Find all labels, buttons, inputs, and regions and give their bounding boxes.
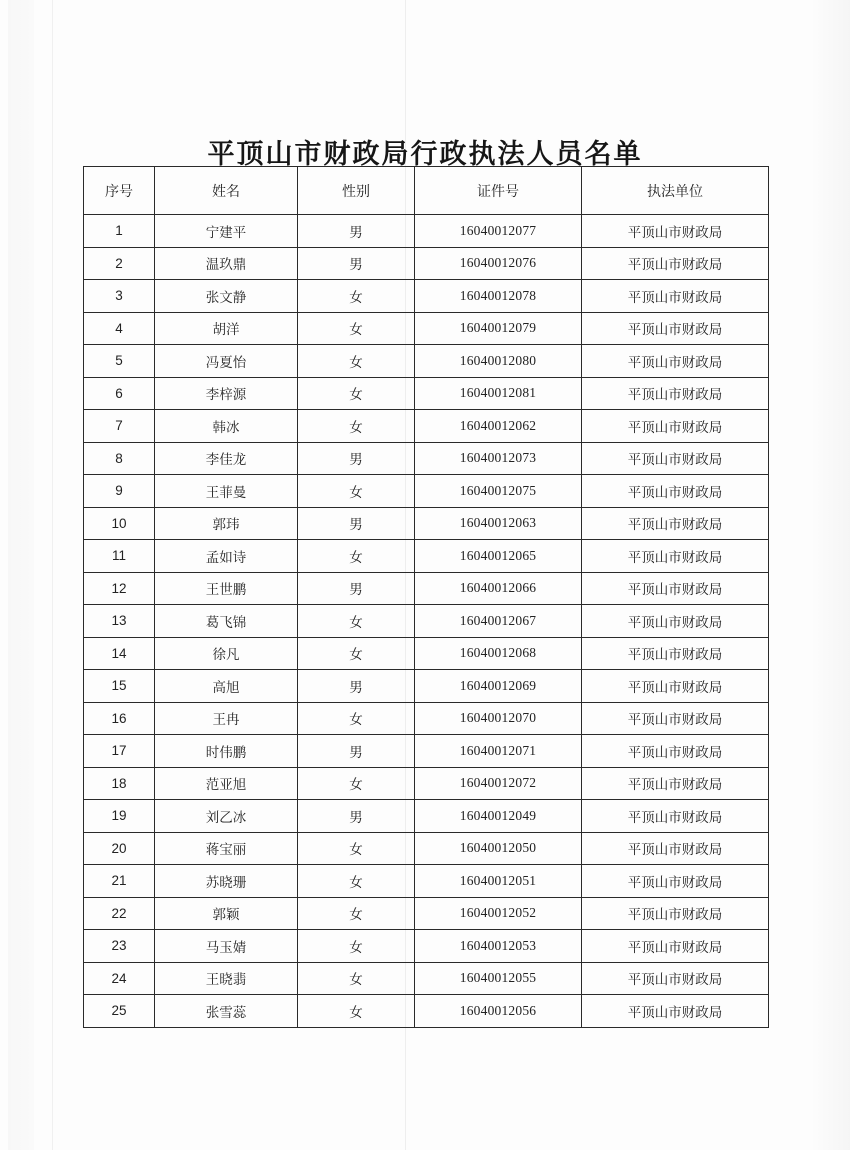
- table-row: [84, 475, 769, 508]
- header-row: [84, 167, 769, 215]
- cell-unit: 平顶山市财政局: [582, 767, 769, 800]
- cell-name: 韩冰: [155, 410, 298, 443]
- cell-gender: 女: [298, 280, 415, 313]
- cell-unit: 平顶山市财政局: [582, 247, 769, 280]
- table-row: [84, 605, 769, 638]
- table-row: [84, 540, 769, 573]
- cell-cert-no: 16040012065: [415, 540, 582, 573]
- cell-name: 王菲曼: [155, 475, 298, 508]
- table-header: [84, 167, 769, 215]
- cell-gender: 女: [298, 995, 415, 1028]
- cell-seq: 12: [84, 572, 155, 605]
- scan-margin-line: [52, 0, 53, 1150]
- cell-unit: 平顶山市财政局: [582, 215, 769, 248]
- cell-name: 冯夏怡: [155, 345, 298, 378]
- cell-seq: 7: [84, 410, 155, 443]
- cell-unit: 平顶山市财政局: [582, 572, 769, 605]
- cell-seq: 9: [84, 475, 155, 508]
- cell-cert-no: 16040012069: [415, 670, 582, 703]
- cell-cert-no: 16040012062: [415, 410, 582, 443]
- cell-seq: 6: [84, 377, 155, 410]
- cell-gender: 女: [298, 377, 415, 410]
- scan-shadow-left: [8, 0, 34, 1150]
- cell-unit: 平顶山市财政局: [582, 312, 769, 345]
- cell-seq: 22: [84, 897, 155, 930]
- table-row: [84, 897, 769, 930]
- personnel-table: [83, 166, 769, 1028]
- cell-seq: 4: [84, 312, 155, 345]
- table-row: [84, 702, 769, 735]
- cell-seq: 1: [84, 215, 155, 248]
- cell-name: 葛飞锦: [155, 605, 298, 638]
- cell-unit: 平顶山市财政局: [582, 800, 769, 833]
- cell-unit: 平顶山市财政局: [582, 507, 769, 540]
- cell-cert-no: 16040012078: [415, 280, 582, 313]
- cell-name: 高旭: [155, 670, 298, 703]
- cell-seq: 17: [84, 735, 155, 768]
- cell-gender: 女: [298, 345, 415, 378]
- table-row: [84, 215, 769, 248]
- cell-cert-no: 16040012072: [415, 767, 582, 800]
- cell-cert-no: 16040012053: [415, 930, 582, 963]
- cell-gender: 男: [298, 735, 415, 768]
- cell-gender: 男: [298, 670, 415, 703]
- cell-unit: 平顶山市财政局: [582, 442, 769, 475]
- cell-cert-no: 16040012063: [415, 507, 582, 540]
- table-row: [84, 345, 769, 378]
- cell-name: 李梓源: [155, 377, 298, 410]
- table-row: [84, 995, 769, 1028]
- header-seq: 序号: [84, 167, 155, 215]
- cell-seq: 18: [84, 767, 155, 800]
- cell-unit: 平顶山市财政局: [582, 280, 769, 313]
- cell-gender: 女: [298, 605, 415, 638]
- cell-gender: 男: [298, 507, 415, 540]
- table-row: [84, 637, 769, 670]
- cell-unit: 平顶山市财政局: [582, 930, 769, 963]
- cell-name: 李佳龙: [155, 442, 298, 475]
- cell-gender: 女: [298, 767, 415, 800]
- table-body: [84, 215, 769, 1028]
- table-row: [84, 930, 769, 963]
- cell-unit: 平顶山市财政局: [582, 410, 769, 443]
- cell-name: 温玖鼎: [155, 247, 298, 280]
- cell-name: 王晓翡: [155, 962, 298, 995]
- cell-gender: 女: [298, 930, 415, 963]
- cell-seq: 24: [84, 962, 155, 995]
- cell-cert-no: 16040012077: [415, 215, 582, 248]
- cell-gender: 女: [298, 962, 415, 995]
- cell-unit: 平顶山市财政局: [582, 670, 769, 703]
- cell-cert-no: 16040012052: [415, 897, 582, 930]
- cell-seq: 2: [84, 247, 155, 280]
- header-name: 姓名: [155, 167, 298, 215]
- table-row: [84, 410, 769, 443]
- cell-name: 郭玮: [155, 507, 298, 540]
- table-row: [84, 800, 769, 833]
- cell-seq: 19: [84, 800, 155, 833]
- cell-cert-no: 16040012070: [415, 702, 582, 735]
- cell-cert-no: 16040012055: [415, 962, 582, 995]
- cell-seq: 8: [84, 442, 155, 475]
- cell-cert-no: 16040012075: [415, 475, 582, 508]
- cell-name: 王世鹏: [155, 572, 298, 605]
- cell-name: 张雪蕊: [155, 995, 298, 1028]
- cell-seq: 23: [84, 930, 155, 963]
- cell-name: 苏晓珊: [155, 865, 298, 898]
- cell-cert-no: 16040012051: [415, 865, 582, 898]
- cell-cert-no: 16040012050: [415, 832, 582, 865]
- cell-unit: 平顶山市财政局: [582, 377, 769, 410]
- cell-unit: 平顶山市财政局: [582, 605, 769, 638]
- table-row: [84, 442, 769, 475]
- page-title: 平顶山市财政局行政执法人员名单: [207, 139, 643, 171]
- cell-seq: 10: [84, 507, 155, 540]
- scan-shadow-right: [810, 0, 850, 1150]
- cell-name: 孟如诗: [155, 540, 298, 573]
- cell-seq: 3: [84, 280, 155, 313]
- cell-unit: 平顶山市财政局: [582, 475, 769, 508]
- cell-seq: 20: [84, 832, 155, 865]
- cell-name: 时伟鹏: [155, 735, 298, 768]
- cell-seq: 14: [84, 637, 155, 670]
- cell-seq: 16: [84, 702, 155, 735]
- cell-cert-no: 16040012073: [415, 442, 582, 475]
- cell-unit: 平顶山市财政局: [582, 995, 769, 1028]
- cell-cert-no: 16040012067: [415, 605, 582, 638]
- table-row: [84, 767, 769, 800]
- cell-cert-no: 16040012071: [415, 735, 582, 768]
- header-gender: 性别: [298, 167, 415, 215]
- cell-name: 刘乙冰: [155, 800, 298, 833]
- header-unit: 执法单位: [582, 167, 769, 215]
- table-row: [84, 670, 769, 703]
- cell-gender: 女: [298, 637, 415, 670]
- table-row: [84, 280, 769, 313]
- cell-gender: 女: [298, 865, 415, 898]
- cell-name: 徐凡: [155, 637, 298, 670]
- cell-name: 马玉婧: [155, 930, 298, 963]
- table-row: [84, 865, 769, 898]
- cell-cert-no: 16040012076: [415, 247, 582, 280]
- cell-name: 宁建平: [155, 215, 298, 248]
- cell-unit: 平顶山市财政局: [582, 637, 769, 670]
- cell-unit: 平顶山市财政局: [582, 540, 769, 573]
- cell-gender: 女: [298, 702, 415, 735]
- cell-seq: 15: [84, 670, 155, 703]
- cell-unit: 平顶山市财政局: [582, 345, 769, 378]
- cell-name: 范亚旭: [155, 767, 298, 800]
- table-row: [84, 962, 769, 995]
- cell-seq: 13: [84, 605, 155, 638]
- cell-unit: 平顶山市财政局: [582, 832, 769, 865]
- cell-unit: 平顶山市财政局: [582, 735, 769, 768]
- cell-seq: 5: [84, 345, 155, 378]
- header-cert-no: 证件号: [415, 167, 582, 215]
- cell-gender: 女: [298, 897, 415, 930]
- cell-seq: 25: [84, 995, 155, 1028]
- table-row: [84, 377, 769, 410]
- cell-cert-no: 16040012056: [415, 995, 582, 1028]
- cell-seq: 21: [84, 865, 155, 898]
- cell-name: 胡洋: [155, 312, 298, 345]
- table-row: [84, 735, 769, 768]
- cell-cert-no: 16040012068: [415, 637, 582, 670]
- table-row: [84, 312, 769, 345]
- table-row: [84, 247, 769, 280]
- cell-gender: 男: [298, 247, 415, 280]
- cell-name: 蒋宝丽: [155, 832, 298, 865]
- cell-cert-no: 16040012081: [415, 377, 582, 410]
- cell-name: 张文静: [155, 280, 298, 313]
- cell-name: 王冉: [155, 702, 298, 735]
- table-row: [84, 572, 769, 605]
- cell-gender: 男: [298, 572, 415, 605]
- cell-gender: 女: [298, 832, 415, 865]
- cell-gender: 女: [298, 475, 415, 508]
- cell-unit: 平顶山市财政局: [582, 702, 769, 735]
- table-row: [84, 832, 769, 865]
- cell-name: 郭颖: [155, 897, 298, 930]
- cell-unit: 平顶山市财政局: [582, 962, 769, 995]
- cell-gender: 女: [298, 410, 415, 443]
- cell-gender: 女: [298, 540, 415, 573]
- cell-seq: 11: [84, 540, 155, 573]
- cell-cert-no: 16040012080: [415, 345, 582, 378]
- cell-cert-no: 16040012079: [415, 312, 582, 345]
- cell-unit: 平顶山市财政局: [582, 897, 769, 930]
- cell-gender: 男: [298, 442, 415, 475]
- cell-gender: 男: [298, 800, 415, 833]
- cell-unit: 平顶山市财政局: [582, 865, 769, 898]
- cell-cert-no: 16040012049: [415, 800, 582, 833]
- cell-cert-no: 16040012066: [415, 572, 582, 605]
- cell-gender: 女: [298, 312, 415, 345]
- table-row: [84, 507, 769, 540]
- cell-gender: 男: [298, 215, 415, 248]
